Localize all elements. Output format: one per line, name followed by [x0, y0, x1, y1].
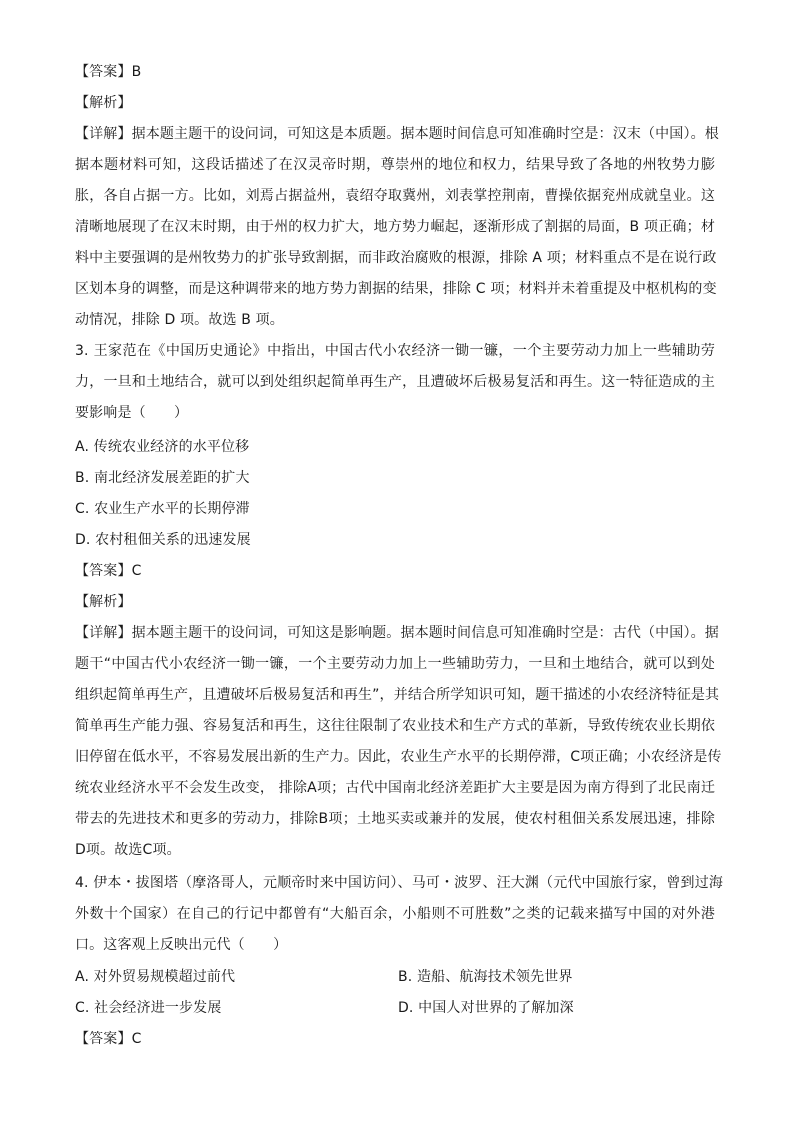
q2-analysis-line: 胀，各自占据一方。比如，刘焉占据益州，袁绍夺取冀州，刘表掌控荆南，曹操依据兖州成就皇业。这 [75, 188, 715, 204]
q3-analysis-line: 旧停留在低水平，不容易发展出新的生产力。因此，农业生产水平的长期停滞，C项正确；小农经济是传 [75, 749, 722, 765]
q3-analysis-heading: 【解析】 [75, 594, 132, 610]
q3-analysis-line: 带去的先进技术和更多的劳动力，排除B项；土地买卖或兼并的发展，使农村租佃关系发展迅速，排除 [75, 811, 715, 827]
q3-analysis-line: 统农业经济水平不会发生改变， 排除A项；古代中国南北经济差距扩大主要是因为南方得到了北民南迁 [75, 780, 715, 796]
q2-analysis-heading: 【解析】 [75, 95, 132, 111]
q2-analysis-line: 【详解】据本题主题干的设问词，可知这是本质题。据本题时间信息可知准确时空是：汉末（中国）。根 [75, 126, 719, 142]
q2-analysis-line: 料中主要强调的是州牧势力的扩张导致割据，而非政治腐败的根源，排除 A 项；材料重点不是在说行政 [75, 250, 717, 266]
q4-option-c: C. 社会经济进一步发展 [75, 1000, 222, 1016]
q4-stem-line: 外数十个国家）在自己的行记中都曾有“大船百余，小船则不可胜数”之类的记载来描写中国的对外港 [75, 906, 715, 922]
q4-answer: 【答案】C [75, 1031, 142, 1047]
q3-analysis-line: 简单再生产能力强、容易复活和再生，这往往限制了农业技术和生产方式的革新，导致传统农业长期依 [75, 718, 715, 734]
q3-analysis-line: 【详解】据本题主题干的设问词，可知这是影响题。据本题时间信息可知准确时空是：古代（中国）。据 [75, 625, 719, 641]
q3-option-c: C. 农业生产水平的长期停滞 [75, 501, 250, 517]
q4-option-a: A. 对外贸易规模超过前代 [75, 969, 236, 985]
q2-analysis-line: 区划本身的调整，而是这种调带来的地方势力割据的结果，排除 C 项；材料并未着重提及中枢机构的变 [75, 281, 717, 297]
q4-stem-line: 4. 伊本・拔图塔（摩洛哥人，元顺帝时来中国访问）、马可・波罗、汪大渊（元代中国旅行家，曾到过海 [75, 875, 724, 891]
q3-option-b: B. 南北经济发展差距的扩大 [75, 470, 250, 486]
q3-analysis-line: D项。故选C项。 [75, 842, 181, 858]
q4-stem-line: 口。这客观上反映出元代（ ） [75, 937, 288, 953]
q3-stem-line: 力，一旦和土地结合，就可以到处组织起简单再生产，且遭破坏后极易复活和再生。这一特征造成的主 [75, 374, 715, 390]
q4-option-d: D. 中国人对世界的了解加深 [398, 1000, 574, 1016]
q3-analysis-line: 题干“中国古代小农经济一锄一镰，一个主要劳动力加上一些辅助劳力，一旦和土地结合，就可以到处 [75, 656, 715, 672]
q2-analysis-line: 清晰地展现了在汉末时期，由于州的权力扩大，地方势力崛起，逐渐形成了割据的局面，B 项正确；材 [75, 219, 715, 235]
q3-answer: 【答案】C [75, 563, 142, 579]
q2-answer: 【答案】B [75, 64, 142, 80]
q3-option-a: A. 传统农业经济的水平位移 [75, 439, 250, 455]
q3-stem-line: 3. 王家范在《中国历史通论》中指出，中国古代小农经济一锄一镰，一个主要劳动力加上一些辅助劳 [75, 343, 715, 359]
q4-option-b: B. 造船、航海技术领先世界 [398, 969, 573, 985]
q2-analysis-line: 据本题材料可知，这段话描述了在汉灵帝时期，尊崇州的地位和权力，结果导致了各地的州牧势力膨 [75, 157, 715, 173]
q3-analysis-line: 组织起简单再生产，且遭破坏后极易复活和再生”，并结合所学知识可知，题干描述的小农经济特征是其 [75, 687, 720, 703]
q2-analysis-line: 动情况，排除 D 项。故选 B 项。 [75, 312, 284, 328]
q3-stem-line: 要影响是（ ） [75, 405, 189, 421]
q3-option-d: D. 农村租佃关系的迅速发展 [75, 532, 251, 548]
